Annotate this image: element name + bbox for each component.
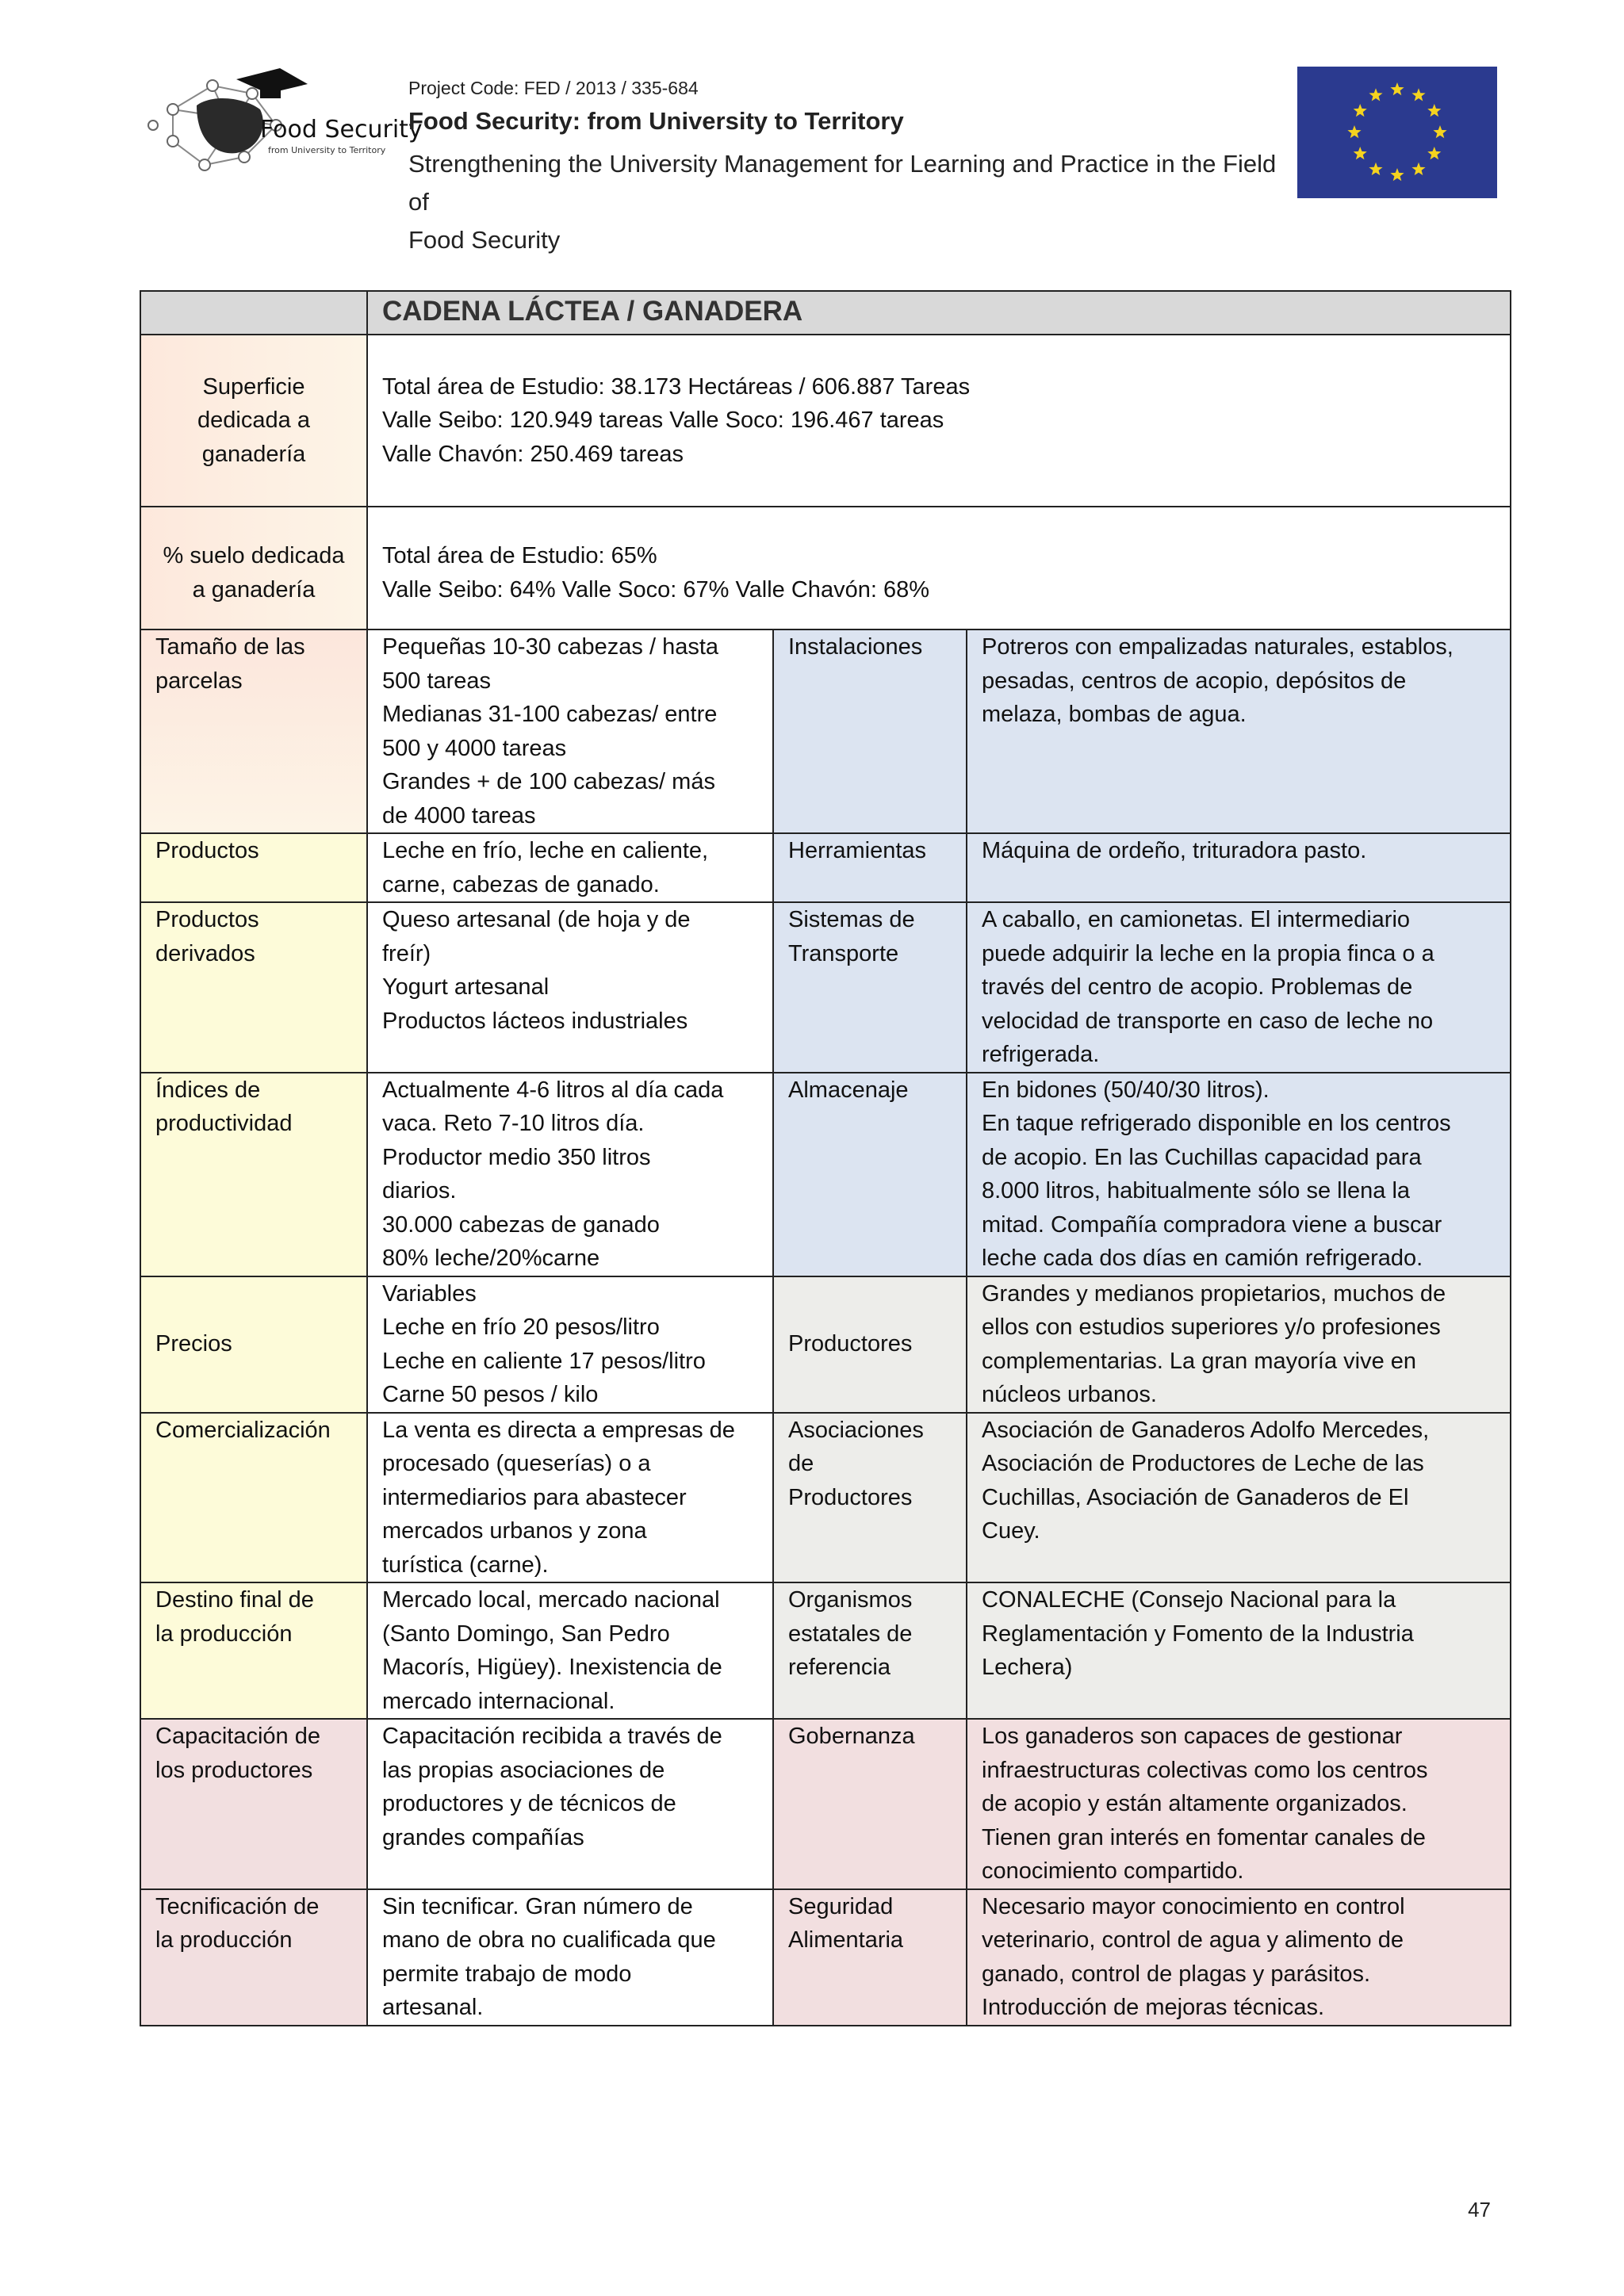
chain-title: CADENA LÁCTEA / GANADERA (382, 296, 803, 327)
eu-flag-icon (1297, 67, 1497, 198)
table-row (140, 1719, 1511, 1889)
row-label: Productos derivados (140, 902, 367, 1073)
row-value: Leche en frío, leche en caliente, carne, cabezas de ganado. (367, 833, 773, 902)
row-value-secondary: A caballo, en camionetas. El intermediario puede adquirir la leche en la propia finca o a través del centro de acopio. Problemas de velocidad de transporte en caso de leche no refrigerada. (967, 902, 1511, 1073)
table-row (140, 1276, 1511, 1413)
suelo-value: Total área de Estudio: 65% Valle Seibo: 64% Valle Soco: 67% Valle Chavón: 68% (367, 507, 1511, 629)
row-value-secondary: Potreros con empalizadas naturales, establos, pesadas, centros de acopio, depósitos de melaza, bombas de agua. (967, 629, 1511, 833)
row-label: Precios (140, 1276, 367, 1413)
row-label: Destino final de la producción (140, 1582, 367, 1719)
table-row (140, 1073, 1511, 1276)
row-label: Tamaño de las parcelas (140, 629, 367, 833)
row-value-secondary: Máquina de ordeño, trituradora pasto. (967, 833, 1511, 902)
project-title: Food Security: from University to Territory (408, 107, 904, 135)
svg-text:from University to Territory: from University to Territory (268, 145, 386, 155)
row-value-secondary: Asociación de Ganaderos Adolfo Mercedes, Asociación de Productores de Leche de las Cuchillas, Asociación de Ganaderos de El Cuey. (967, 1413, 1511, 1583)
row-label: Comercialización (140, 1413, 367, 1583)
row-value: Variables Leche en frío 20 pesos/litro Leche en caliente 17 pesos/litro Carne 50 pesos / kilo (367, 1276, 773, 1413)
row-label: Índices de productividad (140, 1073, 367, 1276)
row-label-secondary: Productores (773, 1276, 967, 1413)
table-row (140, 1582, 1511, 1719)
row-label: Capacitación de los productores (140, 1719, 367, 1889)
row-value-secondary: Grandes y medianos propietarios, muchos de ellos con estudios superiores y/o profesiones complementarias. La gran mayoría vive en núcleos urbanos. (967, 1276, 1511, 1413)
row-label-secondary: Gobernanza (773, 1719, 967, 1889)
row-value-secondary: En bidones (50/40/30 litros). En taque refrigerado disponible en los centros de acopio. En las Cuchillas capacidad para 8.000 litros, habitualmente sólo se llena la mitad. Compañía compradora viene a buscar leche cada dos días en camión refrigerado. (967, 1073, 1511, 1276)
table-row (140, 902, 1511, 1073)
table-row (140, 1413, 1511, 1583)
row-value: La venta es directa a empresas de procesado (queserías) o a intermediarios para abastecer mercados urbanos y zona turística (carne). (367, 1413, 773, 1583)
suelo-row (140, 507, 1511, 629)
row-label-secondary: Seguridad Alimentaria (773, 1889, 967, 2026)
food-security-logo (141, 62, 423, 205)
row-value-secondary: Necesario mayor conocimiento en control veterinario, control de agua y alimento de ganado, control de plagas y parásitos. Introducción de mejoras técnicas. (967, 1889, 1511, 2026)
row-label: Tecnificación de la producción (140, 1889, 367, 2026)
superficie-value: Total área de Estudio: 38.173 Hectáreas / 606.887 Tareas Valle Seibo: 120.949 tareas Valle Soco: 196.467 tareas Valle Chavón: 250.469 tareas (367, 335, 1511, 507)
superficie-row (140, 335, 1511, 507)
row-label-secondary: Almacenaje (773, 1073, 967, 1276)
table-row (140, 629, 1511, 833)
row-value-secondary: Los ganaderos son capaces de gestionar infraestructuras colectivas como los centros de acopio y están altamente organizados. Tienen gran interés en fomentar canales de conocimiento compartido. (967, 1719, 1511, 1889)
row-label-secondary: Sistemas de Transporte (773, 902, 967, 1073)
project-code: Project Code: FED / 2013 / 335-684 (408, 78, 699, 98)
dairy-chain-table (140, 290, 1511, 2026)
page-header (0, 0, 1624, 254)
row-value: Pequeñas 10-30 cabezas / hasta 500 tareas Medianas 31-100 cabezas/ entre 500 y 4000 tareas Grandes + de 100 cabezas/ más de 4000 tareas (367, 629, 773, 833)
table-row (140, 1889, 1511, 2026)
project-subtitle: Strengthening the University Management for Learning and Practice in the Field of Food Security (408, 150, 1277, 254)
row-label-secondary: Instalaciones (773, 629, 967, 833)
row-label-secondary: Organismos estatales de referencia (773, 1582, 967, 1719)
svg-text:Food Security: Food Security (260, 116, 423, 144)
row-value: Actualmente 4-6 litros al día cada vaca. Reto 7-10 litros día. Productor medio 350 litros diarios. 30.000 cabezas de ganado 80% leche/20%carne (367, 1073, 773, 1276)
table-title-row (140, 291, 1511, 335)
page-number: 47 (1468, 2198, 1491, 2221)
row-label-secondary: Asociaciones de Productores (773, 1413, 967, 1583)
row-value: Capacitación recibida a través de las propias asociaciones de productores y de técnicos de grandes compañías (367, 1719, 773, 1889)
superficie-label: Superficie dedicada a ganadería (140, 335, 367, 507)
row-value: Queso artesanal (de hoja y de freír) Yogurt artesanal Productos lácteos industriales (367, 902, 773, 1073)
row-label: Productos (140, 833, 367, 902)
row-value: Mercado local, mercado nacional (Santo Domingo, San Pedro Macorís, Higüey). Inexistencia de mercado internacional. (367, 1582, 773, 1719)
row-label-secondary: Herramientas (773, 833, 967, 902)
suelo-label: % suelo dedicada a ganadería (140, 507, 367, 629)
row-value-secondary: CONALECHE (Consejo Nacional para la Reglamentación y Fomento de la Industria Lechera) (967, 1582, 1511, 1719)
project-header-text (408, 78, 1281, 259)
row-value: Sin tecnificar. Gran número de mano de obra no cualificada que permite trabajo de modo artesanal. (367, 1889, 773, 2026)
table-row (140, 833, 1511, 902)
